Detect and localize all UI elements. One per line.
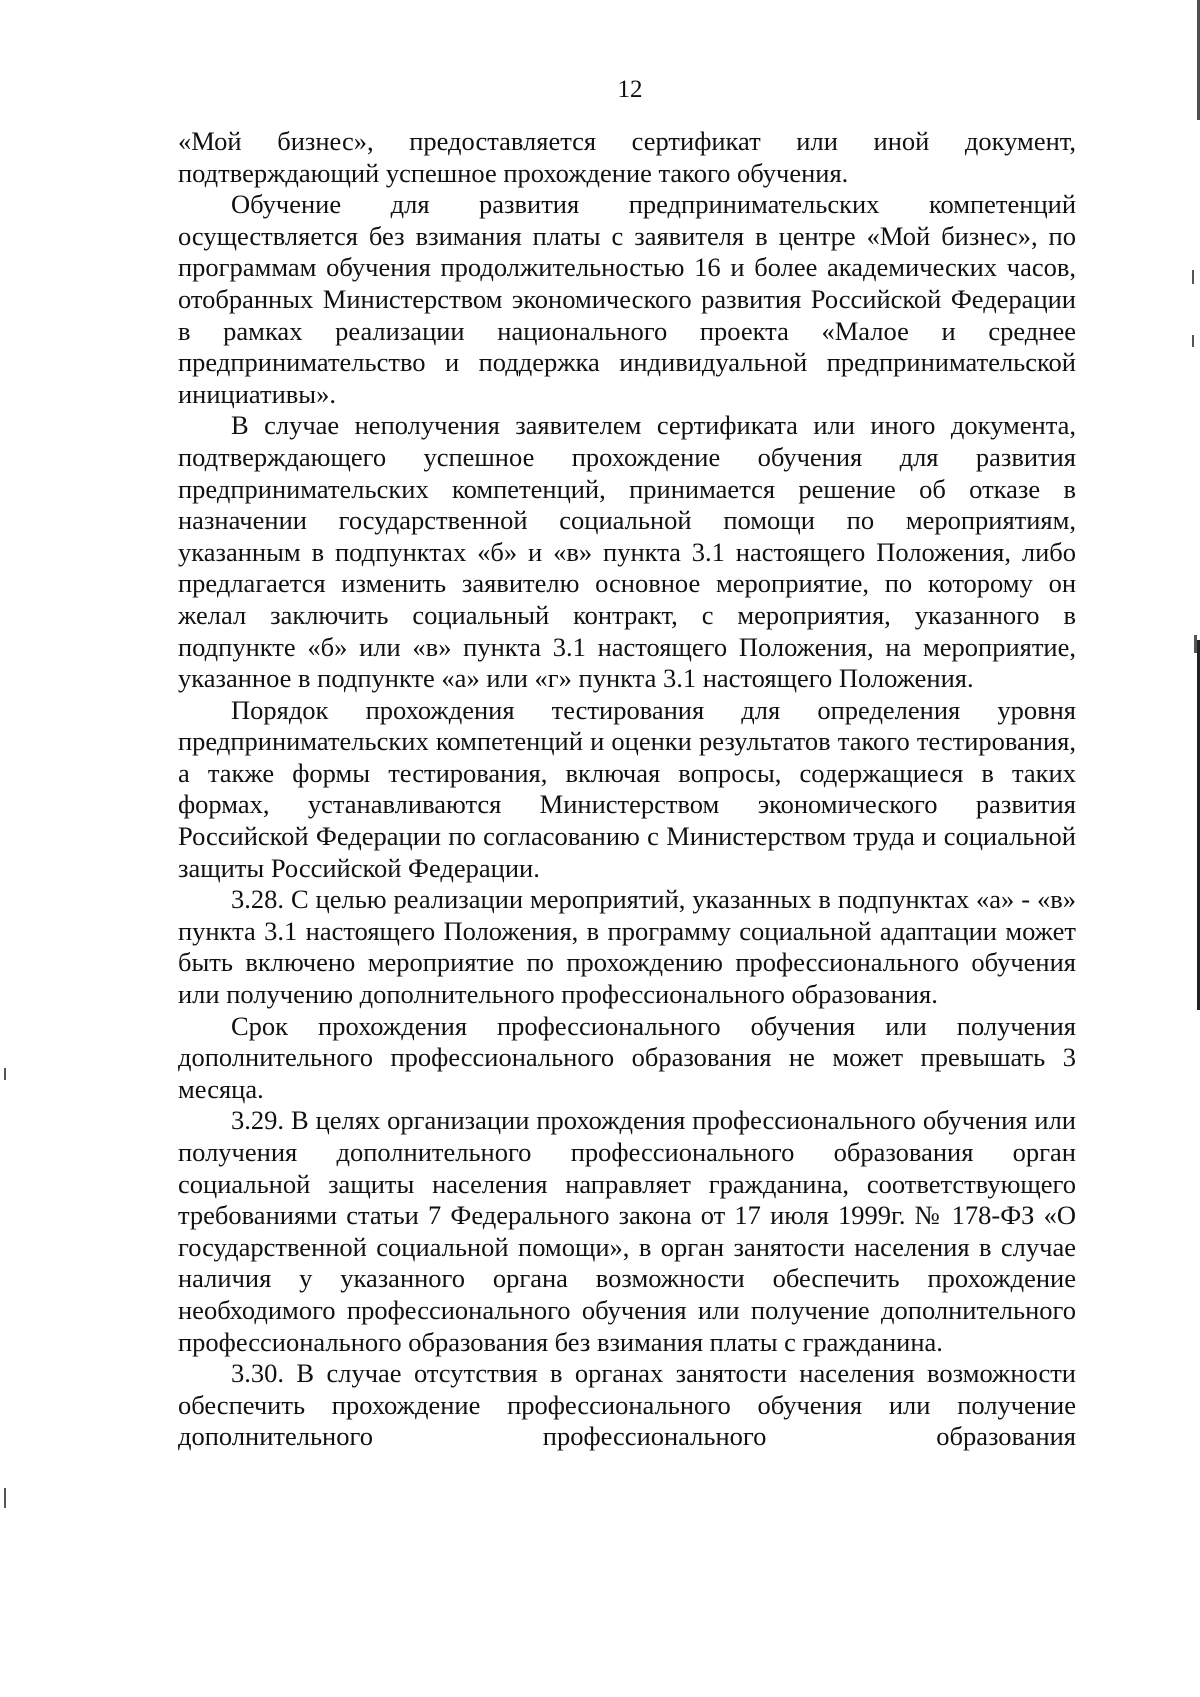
paragraph-8: 3.30. В случае отсутствия в органах занятости населения возможности обеспечить прохождение профессионального обучения или получение дополнительного профессионального образования	[178, 1358, 1076, 1452]
paragraph-7: 3.29. В целях организации прохождения профессионального обучения или получения дополнительного профессионального образования орган социальной защиты населения направляет гражданина, соответствующего требованиями статьи 7 Федерального закона от 17 июля 1999г. № 178-ФЗ «О государственной социальной помощи», в орган занятости населения в случае наличия у указанного органа возможности обеспечить прохождение необходимого профессионального обучения или получение дополнительного профессионального образования без взимания платы с гражданина.	[178, 1105, 1076, 1357]
paragraph-5: 3.28. С целью реализации мероприятий, указанных в подпунктах «а» - «в» пункта 3.1 настоящего Положения, в программу социальной адаптации может быть включено мероприятие по прохождению профессионального обучения или получению дополнительного профессионального образования.	[178, 884, 1076, 1010]
paragraph-4: Порядок прохождения тестирования для определения уровня предпринимательских компетенций и оценки результатов такого тестирования, а также формы тестирования, включая вопросы, содержащиеся в таких формах, устанавливаются Министерством экономического развития Российской Федерации по согласованию с Министерством труда и социальной защиты Российской Федерации.	[178, 694, 1076, 883]
document-body	[178, 126, 1076, 1453]
paragraph-1: «Мой бизнес», предоставляется сертификат или иной документ, подтверждающий успешное прохождение такого обучения.	[178, 126, 1076, 188]
paragraph-2: Обучение для развития предпринимательских компетенций осуществляется без взимания платы с заявителя в центре «Мой бизнес», по программам обучения продолжительностью 16 и более академических часов, отобранных Министерством экономического развития Российской Федерации в рамках реализации национального проекта «Малое и среднее предпринимательство и поддержка индивидуальной предпринимательской инициативы».	[178, 189, 1076, 409]
paragraph-6: Срок прохождения профессионального обучения или получения дополнительного профессионального образования не может превышать 3 месяца.	[178, 1010, 1076, 1104]
page-number: 12	[617, 76, 643, 103]
scan-speck	[1192, 335, 1194, 347]
scan-speck	[1194, 635, 1197, 653]
scan-speck	[1192, 270, 1194, 284]
scan-speck	[4, 1068, 6, 1080]
scan-speck	[4, 1488, 6, 1508]
paragraph-3: В случае неполучения заявителем сертификата или иного документа, подтверждающего успешное прохождение обучения для развития предпринимательских компетенций, принимается решение об отказе в назначении государственной социальной помощи по мероприятиям, указанным в подпунктах «б» и «в» пункта 3.1 настоящего Положения, либо предлагается изменить заявителю основное мероприятие, по которому он желал заключить социальный контракт, с мероприятия, указанного в подпункте «б» или «в» пункта 3.1 настоящего Положения, на мероприятие, указанное в подпункте «а» или «г» пункта 3.1 настоящего Положения.	[178, 410, 1076, 694]
